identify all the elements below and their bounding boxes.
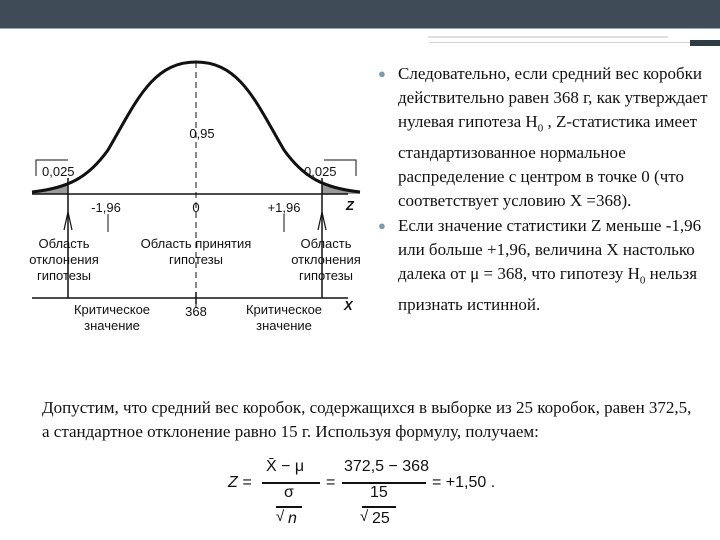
formula-numerator1: X̄ − μ <box>266 458 305 475</box>
bullet-item <box>378 214 708 317</box>
right-tail-area-label: 0,025 <box>304 164 337 179</box>
subscript: 0 <box>537 122 544 135</box>
center-area-label: 0,95 <box>189 126 215 141</box>
left-critical-line1: Критическое <box>73 302 151 317</box>
slide-top-bar <box>0 0 720 28</box>
tick-label-minus: -1,96 <box>91 200 121 215</box>
sqrt-icon: √ <box>360 508 369 525</box>
sqrt-icon: √ <box>276 508 285 525</box>
right-critical-line1: Критическое <box>245 302 323 317</box>
formula-result: = +1,50 . <box>432 474 496 491</box>
normal-curve-graphic <box>28 40 364 340</box>
formula-z: Z = <box>228 474 252 491</box>
formula-numerator2: 372,5 − 368 <box>344 458 429 475</box>
left-tail-area-label: 0,025 <box>42 164 75 179</box>
z-axis-label: Z <box>346 198 354 213</box>
right-critical-line2: значение <box>256 318 312 333</box>
bullet-text: , Z-статистика имеет стандартизованное нормальное распределение с центром в точке 0 (что соответствует условию X =368). <box>398 112 698 211</box>
body-paragraph: Допустим, что средний вес коробок, содержащихся в выборке из 25 коробок, равен 372,5, а стандартное отклонение равно 15 г. Используя формулу, получаем: <box>42 398 692 441</box>
slide-top-divider <box>0 28 720 29</box>
formula-fifteen: 15 <box>370 484 388 501</box>
center-region-line1: Область принятия <box>140 236 252 251</box>
z-formula <box>228 454 508 534</box>
decor-line <box>430 42 720 43</box>
bullet-text: Если значение статистики Z меньше -1,96 или больше +1,96, величина X настолько далека от μ = 368, что гипотезу H <box>398 215 702 284</box>
formula-n: n <box>288 510 297 527</box>
subscript: 0 <box>639 274 646 287</box>
bullet-text: Следовательно, если средний вес коробки действительно равен 368 г, как утверждает нулевая гипотеза H <box>398 64 708 132</box>
formula-twentyfive: 25 <box>372 510 390 527</box>
bullet-list <box>378 62 708 317</box>
bullet-item <box>378 62 708 214</box>
left-critical-line2: значение <box>84 318 140 333</box>
normal-distribution-figure <box>28 40 364 340</box>
formula-eq: = <box>326 474 336 491</box>
right-region-line2: отклонения <box>291 252 361 267</box>
left-region-line1: Область <box>38 236 90 251</box>
tick-label-zero: 0 <box>192 200 200 215</box>
right-region-line1: Область <box>300 236 352 251</box>
tick-label-plus: +1,96 <box>267 200 301 215</box>
right-region-line3: гипотезы <box>298 268 354 283</box>
formula-sigma: σ <box>284 484 294 501</box>
x-axis-label: X <box>344 298 353 313</box>
left-region-line3: гипотезы <box>36 268 92 283</box>
left-region-line2: отклонения <box>29 252 99 267</box>
decor-block <box>690 40 720 46</box>
mean-value-label: 368 <box>185 304 207 319</box>
bullet-icon: ● <box>378 66 386 81</box>
center-region-line2: гипотезы <box>168 252 224 267</box>
bullet-icon: ● <box>378 217 386 233</box>
bullet-text: нельзя признать истинной. <box>398 264 698 314</box>
decor-line <box>428 36 668 38</box>
